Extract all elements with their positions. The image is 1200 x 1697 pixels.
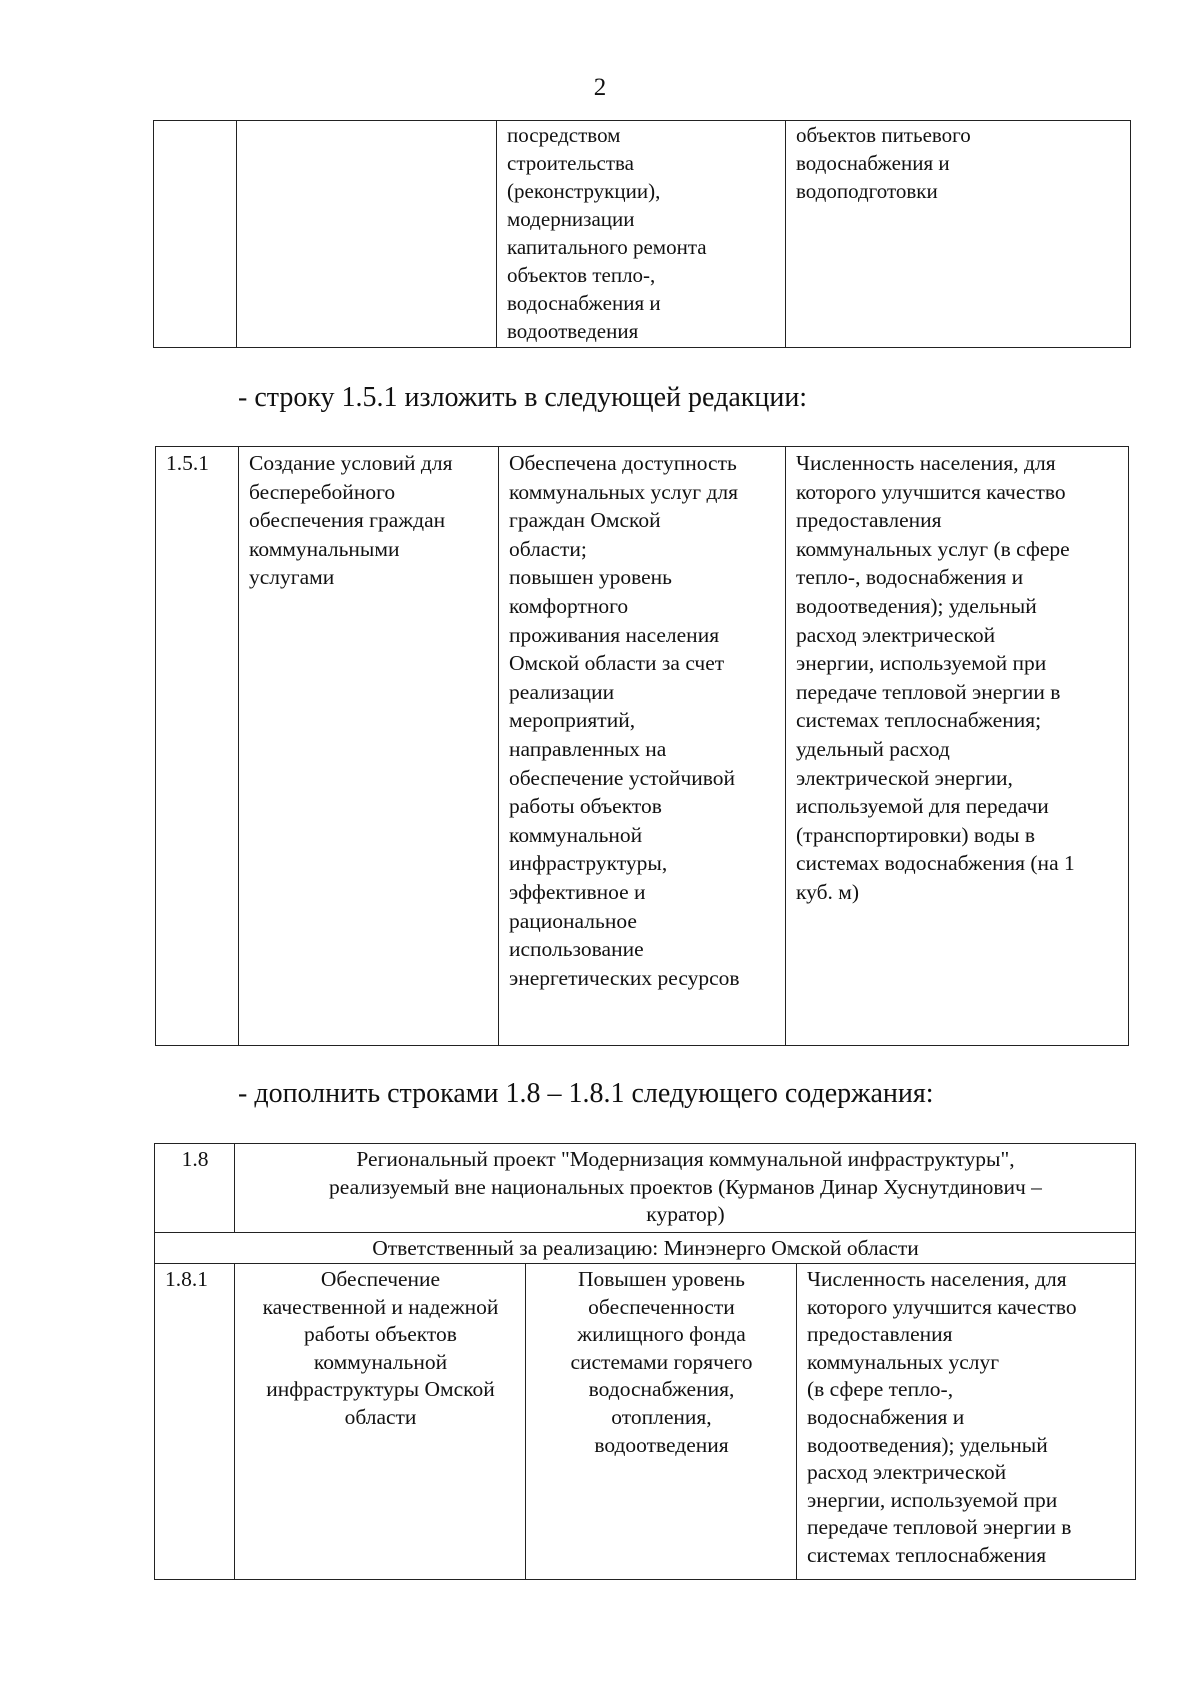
cell-number: [154, 121, 237, 348]
rows-1-8-table: [154, 1143, 1136, 1580]
table-row: [154, 121, 1131, 348]
cell-project-title: Региональный проект "Модернизация коммунальной инфраструктуры", реализуемый вне национальных проектов (Курманов Динар Хуснутдинович – куратор): [235, 1144, 1136, 1233]
instruction-line-2: - дополнить строками 1.8 – 1.8.1 следующего содержания:: [238, 1078, 934, 1109]
cell-result: Обеспечена доступность коммунальных услуг для граждан Омской области; повышен уровень комфортного проживания населения Омской области за счет реализации мероприятий, направленных на обеспечение устойчивой работы объектов коммунальной инфраструктуры, эффективное и рациональное использование энергетических ресурсов: [499, 447, 786, 1046]
cell-responsible: Ответственный за реализацию: Минэнерго Омской области: [155, 1233, 1136, 1264]
page-number: 2: [593, 74, 607, 101]
table-row: [155, 1233, 1136, 1264]
cell-indicator: Численность населения, для которого улучшится качество предоставления коммунальных услуг (в сфере тепло-, водоснабжения и водоотведения); удельный расход электрической энергии, используемой при передаче тепловой энергии в системах теплоснабжения; удельный расход электрической энергии, используемой для передачи (транспортировки) воды в системах водоснабжения (на 1 куб. м): [786, 447, 1129, 1046]
cell-indicator: объектов питьевого водоснабжения и водоподготовки: [786, 121, 1131, 348]
row-1-5-1-table: [155, 446, 1129, 1046]
cell-task: Обеспечение качественной и надежной работы объектов коммунальной инфраструктуры Омской области: [235, 1264, 526, 1580]
cell-task: Создание условий для бесперебойного обеспечения граждан коммунальными услугами: [239, 447, 499, 1046]
cell-number: 1.8.1: [155, 1264, 235, 1580]
table-row: [155, 1144, 1136, 1233]
continuation-table: [153, 120, 1131, 348]
table-row: [155, 1264, 1136, 1580]
cell-indicator: Численность населения, для которого улучшится качество предоставления коммунальных услуг (в сфере тепло-, водоснабжения и водоотведения); удельный расход электрической энергии, используемой при передаче тепловой энергии в системах теплоснабжения: [797, 1264, 1136, 1580]
instruction-line-1: - строку 1.5.1 изложить в следующей редакции:: [238, 382, 808, 413]
cell-task: [237, 121, 497, 348]
cell-number: 1.5.1: [156, 447, 239, 1046]
cell-number: 1.8: [155, 1144, 235, 1233]
cell-result: Повышен уровень обеспеченности жилищного фонда системами горячего водоснабжения, отопления, водоотведения: [526, 1264, 797, 1580]
table-row: [156, 447, 1129, 1046]
cell-result: посредством строительства (реконструкции), модернизации капитального ремонта объектов тепло-, водоснабжения и водоотведения: [497, 121, 786, 348]
